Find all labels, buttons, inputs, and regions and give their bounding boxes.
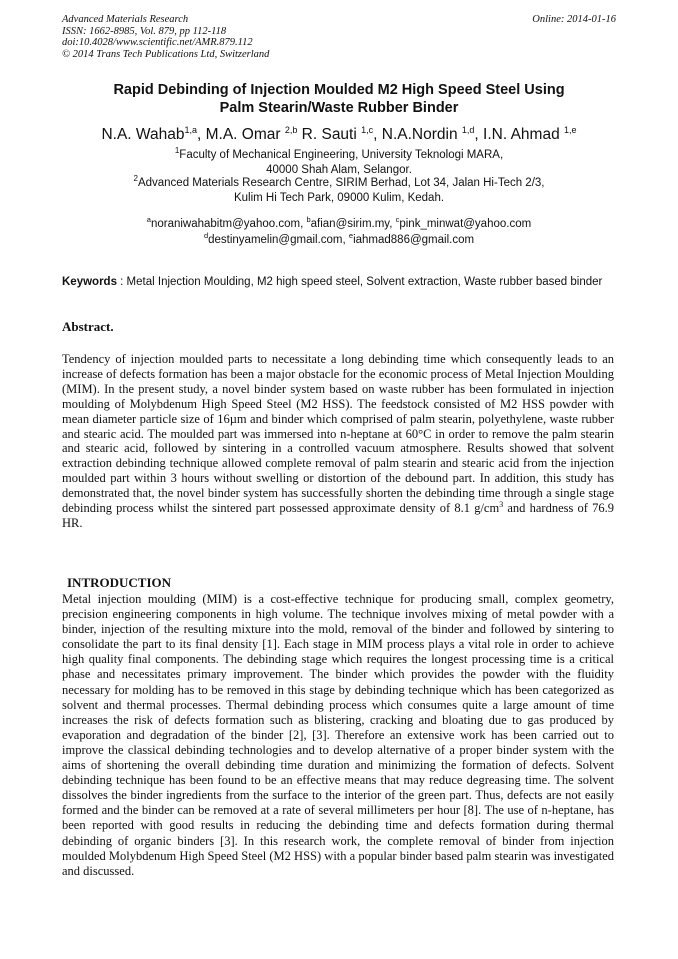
abstract-heading: Abstract. (62, 319, 114, 334)
author-list (62, 125, 616, 145)
author-sup: 1,e (564, 125, 577, 135)
introduction-heading: INTRODUCTION (67, 575, 172, 590)
email-b[interactable]: afian@sirim.my, (310, 218, 396, 230)
online-date: Online: 2014-01-16 (532, 14, 616, 25)
doi-line[interactable]: doi:10.4028/www.scientific.net/AMR.879.112 (62, 37, 253, 49)
keywords (62, 275, 614, 290)
affiliation-sup: 2 (133, 174, 138, 183)
affiliation-sup: 1 (174, 146, 180, 155)
keywords-text: : Metal Injection Moulding, M2 high speed steel, Solvent extraction, Waste rubber based binder (116, 276, 603, 288)
affiliation-line: Advanced Materials Research Centre, SIRIM Berhad, Lot 34, Jalan Hi-Tech 2/3, (137, 177, 545, 189)
journal-name: Advanced Materials Research (62, 14, 189, 25)
affiliation-line: Faculty of Mechanical Engineering, University Teknologi MARA, (179, 149, 504, 161)
author-sep: , (196, 126, 206, 143)
author-name: I.N. Ahmad (483, 126, 565, 143)
issn-line: ISSN: 1662-8985, Vol. 879, pp 112-118 (62, 25, 227, 37)
title-line-1: Rapid Debinding of Injection Moulded M2 High Speed Steel Using (113, 82, 565, 98)
abstract-body (62, 352, 614, 531)
affiliation-line: 40000 Shah Alam, Selangor. (266, 164, 412, 176)
abstract-text-end: and hardness of 76.9 HR. (62, 501, 614, 530)
author-name: R. Sauti (301, 126, 362, 143)
email-a[interactable]: noraniwahabitm@yahoo.com, (150, 218, 307, 230)
author-name: N.A. Wahab (101, 126, 185, 143)
introduction-body: Metal injection moulding (MIM) is a cost-effective technique for producing small, complex geometry, precision engineering components in high volume. The technique involves mixing of metal powder with a binder, injection of the resulting mixture into the mold, removal of the binder and followed by sintering to consolidate the part to its final density [1]. Each stage in MIM process plays a vital role in order to achieve high quality final components. The debinding stage which requires the longest processing time is a critical phase and necessitates primary improvement. The binder which provides the powder with the fluidity necessary for molding has to be removed in this stage by debinding technique which has been categorized as solvent and thermal processes. Thermal debinding process which consumes quite a large amount of time increases the risk of defects formation such as blistering, cracking and bloating due to gas produced by evaporation and degradation of the binder [2], [3]. Therefore an extensive work has been carried out to improve the classical debinding technologies and to develop alternative of a proper binder system with the aims of shortening the overall debinding time duration and minimizing the formation of defects. Solvent debinding technique has been found to be an effective means that may reduce degreasing time. The solvent dissolves the binder ingredients from the surface to the interior of the green part. Thus, defects are not easily formed and the binder can be removed at a rate of several millimeters per hour [8]. The use of n-heptane, has been reported with good results in reducing the debinding time and defects formation during thermal debinding of organic binders [3]. In this research work, the complete removal of binder from injection moulded Molybdenum High Speed Steel (M2 HSS) with a popular binder based palm stearin was investigated and discussed. (62, 592, 614, 878)
abstract-sup: 3 (499, 500, 504, 510)
paper-title (62, 81, 616, 117)
author-sup: 1,a (184, 125, 197, 135)
author-sep: , (373, 126, 382, 143)
affiliation-line: Kulim Hi Tech Park, 09000 Kulim, Kedah. (233, 192, 445, 204)
author-emails: $^a$noraniwahabitm@yahoo.com, $^b$afian@sirim.my, $^c$pink_minwat@yahoo.com $^d$destinyamelin@gmail.com, $^e$iahmad886@gmail.com (146, 215, 532, 246)
email-d[interactable]: destinyamelin@gmail.com, (208, 234, 349, 246)
email-c[interactable]: pink_minwat@yahoo.com (399, 218, 532, 230)
journal-header (62, 14, 616, 60)
author-sup: 1,d (461, 125, 475, 135)
author-name: N.A.Nordin (381, 126, 462, 143)
author-sep: , (474, 126, 484, 143)
email-e[interactable]: iahmad886@gmail.com (353, 234, 475, 246)
abstract-text: Tendency of injection moulded parts to necessitate a long debinding time which consequently leads to an increase of defects formation has been a major obstacle for the economic process of Metal Injection Moulding (MIM). In the present study, a novel binder system based on waste rubber has been formulated in injection moulding of Molybdenum High Speed Steel (M2 HSS). The feedstock consisted of M2 HSS powder with mean diameter particle size of 16µm and binder which comprised of palm stearin, polyethylene, waste rubber and stearic acid. The moulded part was immersed into n-heptane at 60°C in order to remove the palm stearin and stearic acid, followed by sintering in a controlled vacuum atmosphere. Results showed that solvent extraction debinding technique allowed complete removal of palm stearin and stearic acid from the injection moulded part within 3 hours without swelling or distortion of the debound part. In addition, this study has demonstrated that, the novel binder system has successfully shorten the debinding time through a single stage debinding process whilst the sintered part possessed approximate density of 8.1 g/cm (62, 352, 614, 516)
affiliation-1 (62, 148, 616, 178)
keywords-label: Keywords (62, 276, 117, 288)
author-sup: 2,b (284, 125, 298, 135)
affiliation-2 (62, 176, 616, 206)
title-line-2: Palm Stearin/Waste Rubber Binder (219, 100, 459, 116)
copyright-line: © 2014 Trans Tech Publications Ltd, Switzerland (62, 48, 270, 60)
author-sup: 1,c (361, 125, 374, 135)
author-name: M.A. Omar (205, 126, 285, 143)
